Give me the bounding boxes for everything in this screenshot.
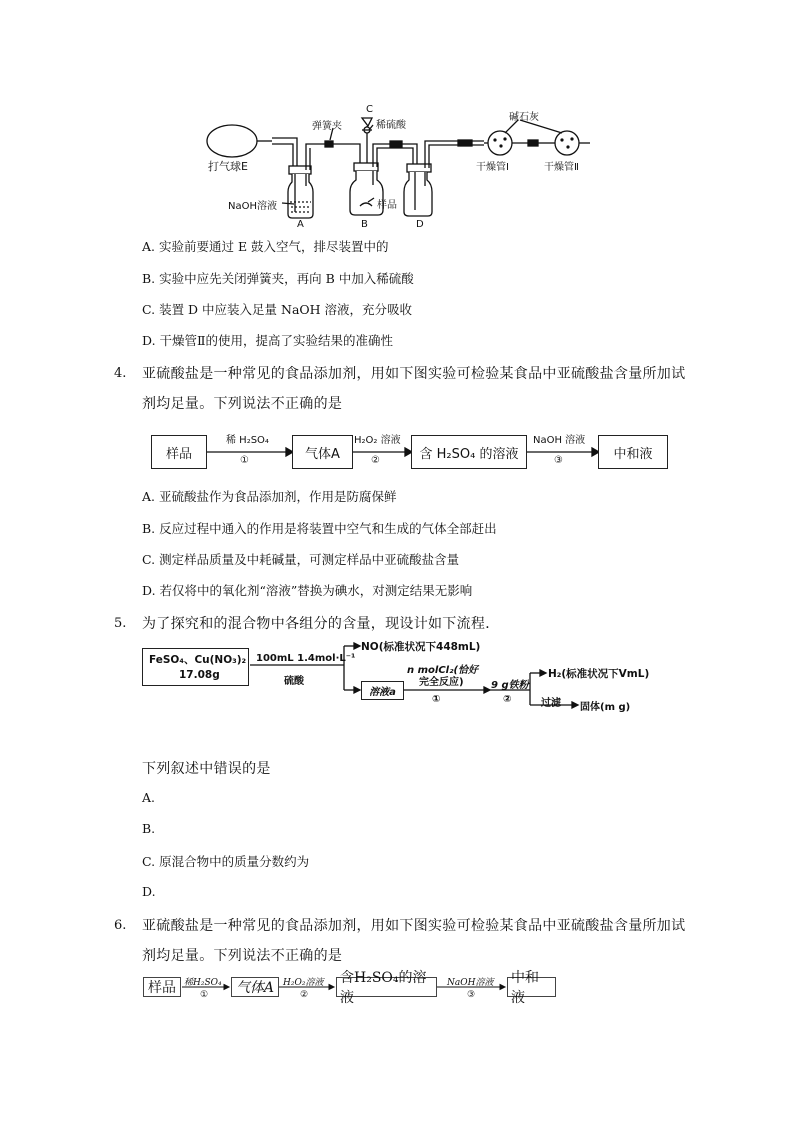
q5-gas-no: NO(标准状况下448mL) xyxy=(361,641,481,653)
q5-acid-bottom: 硫酸 xyxy=(284,676,304,687)
q6-box-sample: 样品 xyxy=(143,977,181,997)
label-acid: 稀硫酸 xyxy=(376,120,406,131)
q5-cl2-line2: 完全反应) xyxy=(419,677,464,688)
q6-step-3: ③ xyxy=(467,990,476,1000)
q3-option-a[interactable]: A. 实验前要通过 E 鼓入空气，排尽装置中的 xyxy=(142,239,389,254)
q5-h2: H₂(标准状况下VmL) xyxy=(548,668,650,680)
q6-stem-line1: 亚硫酸盐是一种常见的食品添加剂，用如下图实验可检验某食品中亚硫酸盐含量所加试 xyxy=(142,918,686,934)
q4-box-h2so4-solution: 含 H₂SO₄ 的溶液 xyxy=(411,435,527,469)
q4-box-neutralized: 中和液 xyxy=(598,435,668,469)
q4-step-3: ③ xyxy=(554,455,563,466)
q5-option-a[interactable]: A. xyxy=(142,790,156,805)
q4-option-d[interactable]: D. 若仅将中的氧化剂“溶液”替换为碘水，对测定结果无影响 xyxy=(142,583,473,598)
q4-reagent-1: 稀 H₂SO₄ xyxy=(226,435,269,446)
q3-option-b[interactable]: B. 实验中应先关闭弹簧夹，再向 B 中加入稀硫酸 xyxy=(142,271,414,286)
q5-option-d[interactable]: D. xyxy=(142,884,156,899)
q4-reagent-3: NaOH 溶液 xyxy=(533,435,586,446)
q5-solid: 固体(m g) xyxy=(580,702,631,713)
q5-stem: 为了探究和的混合物中各组分的含量，现设计如下流程． xyxy=(142,616,500,632)
q5-step-1: ① xyxy=(432,694,441,705)
q4-option-b[interactable]: B. 反应过程中通入的作用是将装置中空气和生成的气体全部赶出 xyxy=(142,521,497,536)
label-tube2: 干燥管Ⅱ xyxy=(544,162,579,173)
label-naoh: NaOH溶液 xyxy=(228,201,277,212)
label-a: A xyxy=(297,219,304,230)
label-b: B xyxy=(361,219,368,230)
q3-option-c[interactable]: C. 装置 D 中应装入足量 NaOH 溶液，充分吸收 xyxy=(142,302,413,317)
q4-box-gas-a: 气体A xyxy=(292,435,353,469)
q4-number: 4. xyxy=(114,366,127,381)
q4-step-1: ① xyxy=(240,455,249,466)
q4-option-c[interactable]: C. 测定样品质量及中耗碱量，可测定样品中亚硫酸盐含量 xyxy=(142,552,460,567)
q6-reagent-2: H₂O₂溶液 xyxy=(283,978,324,988)
q4-step-2: ② xyxy=(371,455,380,466)
label-c: C xyxy=(366,104,373,115)
label-sample: 样品 xyxy=(377,200,397,211)
label-pump: 打气球E xyxy=(208,160,248,173)
q5-option-b[interactable]: B. xyxy=(142,821,156,836)
q4-reagent-2: H₂O₂ 溶液 xyxy=(354,435,401,446)
q6-reagent-1: 稀H₂SO₄ xyxy=(184,978,222,988)
q6-step-2: ② xyxy=(300,990,309,1000)
q6-box-h2so4-solution: 含H₂SO₄的溶液 xyxy=(336,977,437,997)
q6-box-neutralized: 中和液 xyxy=(507,977,556,997)
q3-option-d[interactable]: D. 干燥管Ⅱ的使用，提高了实验结果的准确性 xyxy=(142,333,394,348)
q5-step-2: ② xyxy=(503,694,512,705)
q4-stem-line1: 亚硫酸盐是一种常见的食品添加剂，用如下图实验可检验某食品中亚硫酸盐含量所加试 xyxy=(142,366,686,382)
q4-box-sample: 样品 xyxy=(151,435,207,469)
q6-stem-line2: 剂均足量。下列说法不正确的是 xyxy=(142,948,343,964)
label-d: D xyxy=(416,219,424,230)
q5-iron: 9 g铁粉 xyxy=(491,680,529,691)
q5-number: 5. xyxy=(114,616,127,631)
label-tube1: 干燥管Ⅰ xyxy=(476,162,509,173)
q6-reagent-3: NaOH溶液 xyxy=(447,978,494,988)
q5-mixture-line2: 17.08g xyxy=(179,669,220,681)
q5-filter: 过滤 xyxy=(541,698,561,709)
label-clamp: 弹簧夹 xyxy=(312,121,342,132)
q6-number: 6. xyxy=(114,918,127,933)
q4-stem-line2: 剂均足量。下列说法不正确的是 xyxy=(142,396,343,412)
q5-question: 下列叙述中错误的是 xyxy=(142,761,271,777)
q4-option-a[interactable]: A. 亚硫酸盐作为食品添加剂，作用是防腐保鲜 xyxy=(142,489,397,504)
q6-box-gas-a: 气体A xyxy=(231,977,279,997)
q5-acid-top: 100mL 1.4mol·L⁻¹ xyxy=(256,653,356,664)
q5-solution-label: 溶液a xyxy=(369,687,396,698)
label-soda-lime: 碱石灰 xyxy=(509,112,539,123)
q5-mixture-line1: FeSO₄、Cu(NO₃)₂ xyxy=(149,654,247,666)
q5-cl2-line1: n molCl₂(恰好 xyxy=(407,665,479,676)
q5-option-c[interactable]: C. 原混合物中的质量分数约为 xyxy=(142,854,310,869)
q6-step-1: ① xyxy=(200,990,209,1000)
